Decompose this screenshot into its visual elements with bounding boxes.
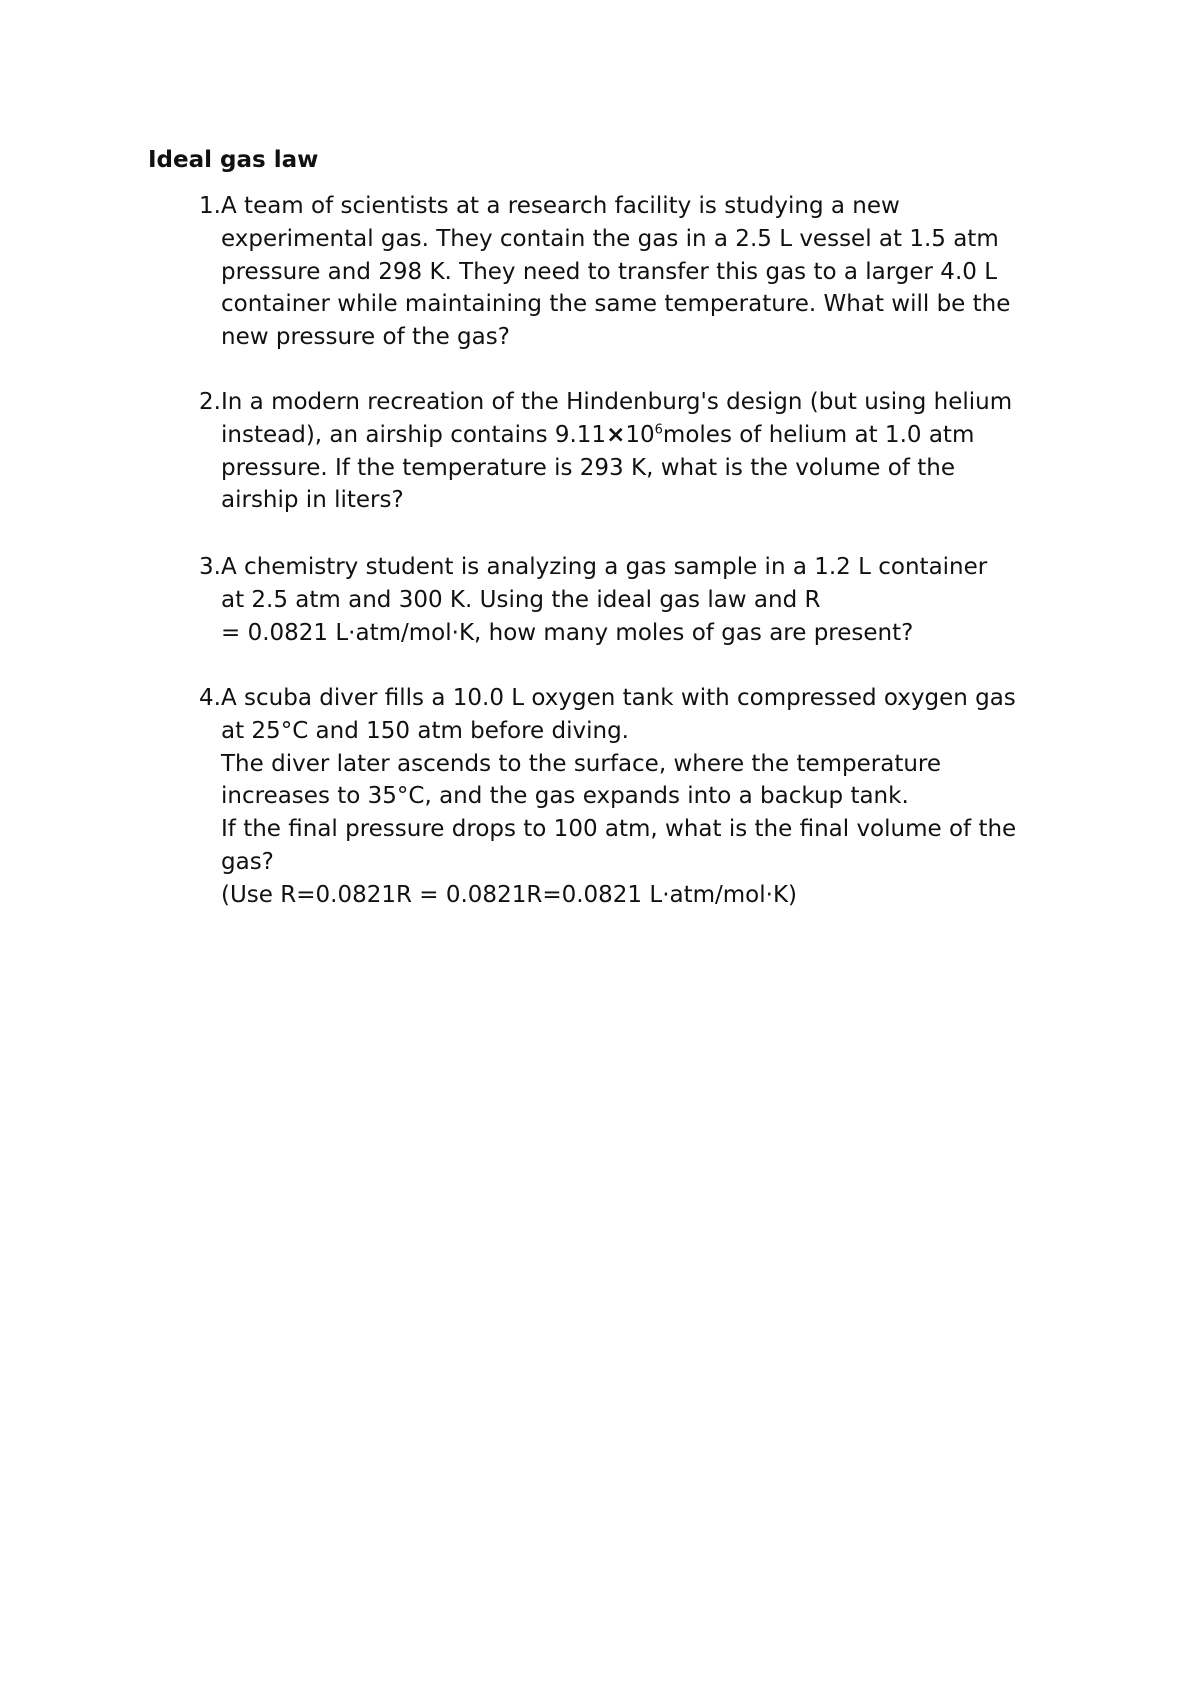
question-number: 1.	[199, 193, 221, 219]
question-line: airship in liters?	[221, 487, 404, 514]
question-line: pressure and 298 K. They need to transfer this gas to a larger 4.0 L	[221, 258, 998, 285]
question-line: pressure. If the temperature is 293 K, what is the volume of the	[221, 454, 955, 481]
question-text	[221, 551, 1081, 649]
question-line: gas?	[221, 848, 274, 875]
question-line: A chemistry student is analyzing a gas sample in a 1.2 L container	[221, 554, 988, 580]
question-line: (Use R=0.0821R = 0.0821R=0.0821 L·atm/mol·K)	[221, 881, 797, 908]
times-symbol: ×	[606, 421, 626, 448]
question-line: new pressure of the gas?	[221, 324, 510, 351]
question-line: experimental gas. They contain the gas in a 2.5 L vessel at 1.5 atm	[221, 225, 999, 252]
question-line: If the final pressure drops to 100 atm, what is the final volume of the	[221, 816, 1017, 843]
question-number: 2.	[199, 389, 221, 415]
question-line: In a modern recreation of the Hindenburg's design (but using helium	[221, 389, 1013, 415]
document-title: Ideal gas law	[148, 147, 319, 173]
question-line: container while maintaining the same temperature. What will be the	[221, 291, 1011, 318]
text-segment: moles of helium at 1.0 atm	[662, 421, 975, 448]
question-text	[221, 682, 1081, 912]
question-line: at 2.5 atm and 300 K. Using the ideal gas law and R	[221, 586, 821, 613]
question-line: The diver later ascends to the surface, where the temperature	[221, 750, 942, 777]
question-number: 3.	[199, 554, 221, 580]
power-base: 10	[625, 421, 655, 448]
text-segment: instead), an airship contains 9.11	[221, 421, 607, 448]
question-line: A team of scientists at a research facility is studying a new	[221, 193, 900, 219]
question-line: increases to 35°C, and the gas expands into a backup tank.	[221, 783, 909, 810]
question-line	[221, 419, 1081, 452]
question-text	[221, 386, 1081, 517]
question-line: at 25°C and 150 atm before diving.	[221, 717, 629, 744]
question-line: A scuba diver fills a 10.0 L oxygen tank with compressed oxygen gas	[221, 685, 1016, 711]
question-number: 4.	[199, 685, 221, 711]
exponent: 6	[654, 422, 663, 438]
question-line: = 0.0821 L·atm/mol·K, how many moles of gas are present?	[221, 619, 914, 646]
question-text	[221, 190, 1081, 354]
